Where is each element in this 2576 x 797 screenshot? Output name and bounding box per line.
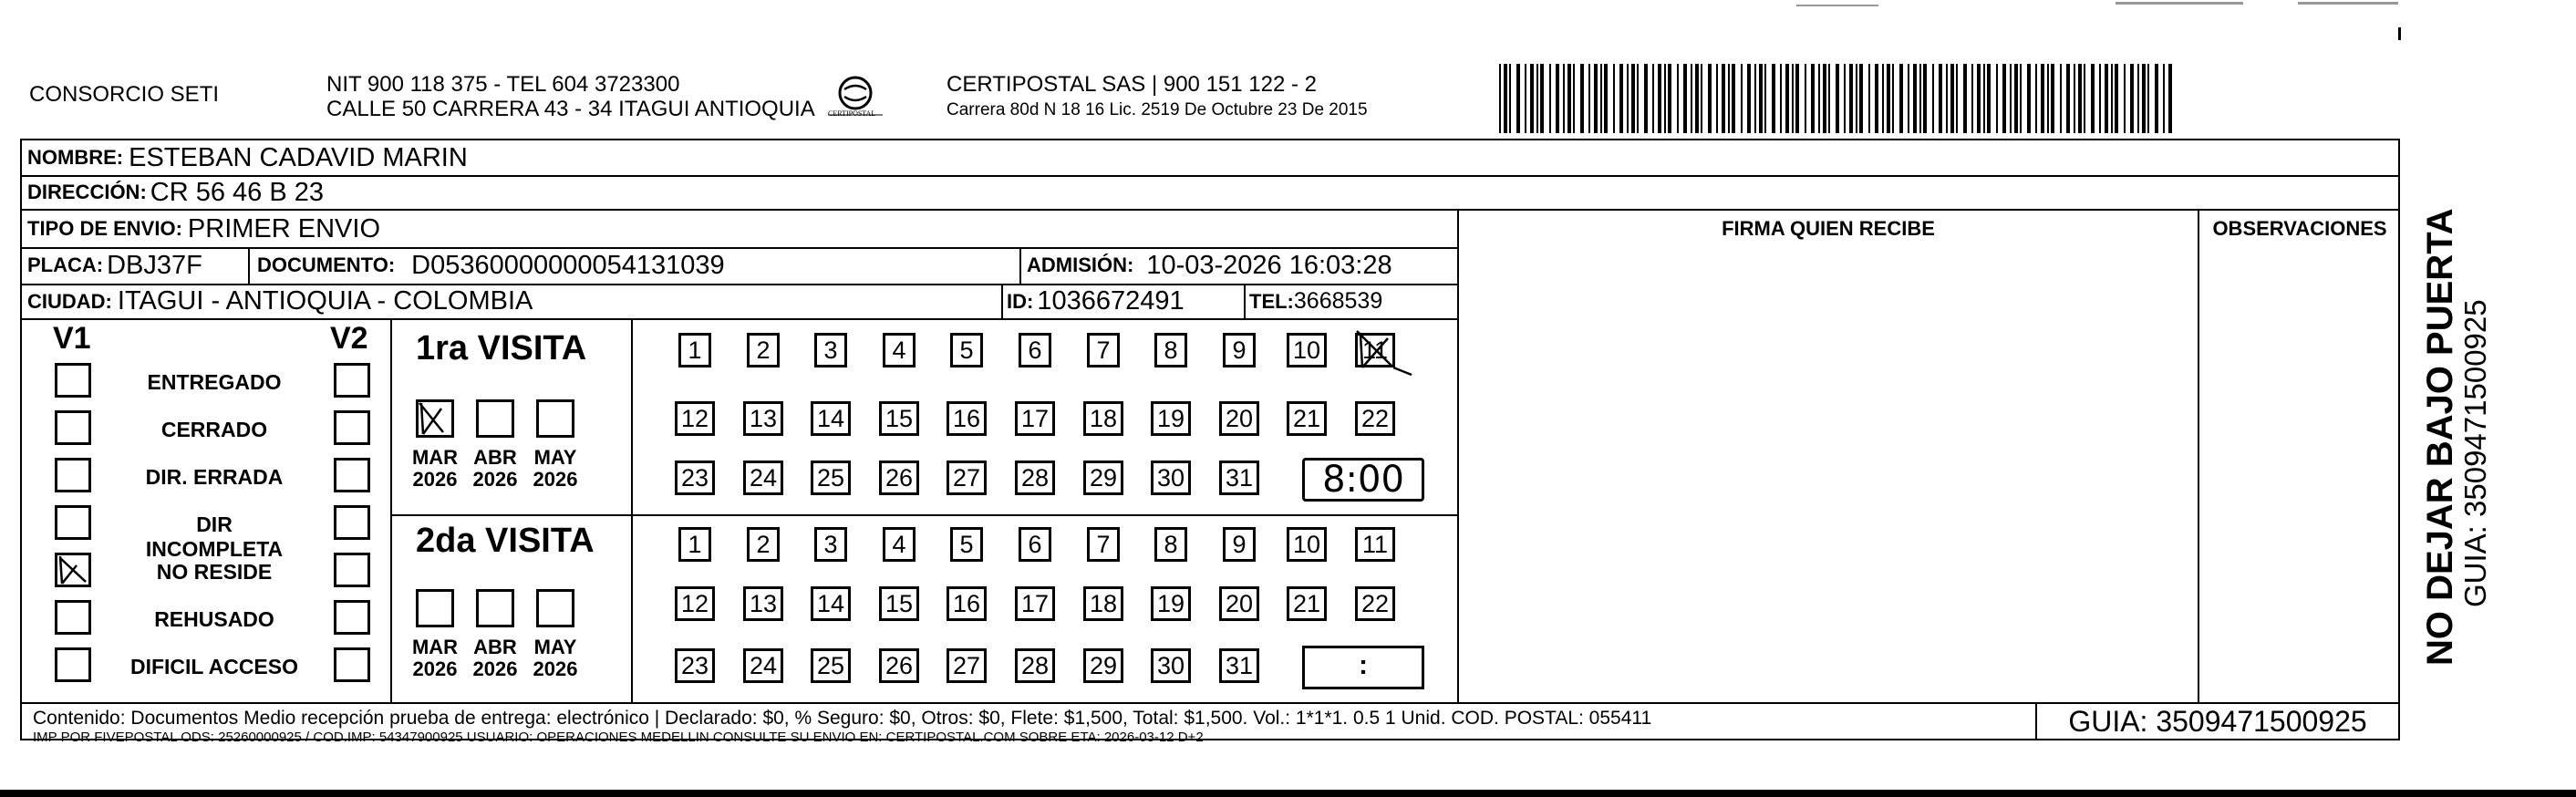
barcode-bar: [1627, 64, 1629, 133]
barcode-bar: [2078, 64, 2082, 133]
day-box[interactable]: 21: [1287, 401, 1327, 436]
barcode-bar: [2099, 64, 2101, 133]
v1-label: V1: [53, 321, 91, 356]
barcode-bar: [1499, 64, 1501, 133]
day-box[interactable]: 18: [1083, 586, 1123, 621]
col-divider: [248, 247, 250, 284]
barcode-bar: [1811, 64, 1815, 133]
barcode-bar: [1983, 64, 1985, 133]
month-label: [528, 447, 583, 491]
barcode: [1495, 64, 2179, 135]
license-line: Carrera 80d N 18 16 Lic. 2519 De Octubre 23 De 2015: [947, 100, 1368, 119]
barcode-bar: [1530, 64, 1534, 133]
day-box[interactable]: 6: [1019, 527, 1051, 562]
month-checkbox-mar[interactable]: [416, 399, 454, 438]
barcode-bar: [1923, 64, 1927, 133]
month-label: [468, 637, 522, 680]
ciudad-value: ITAGUI - ANTIOQUIA - COLOMBIA: [117, 286, 533, 316]
month-name: MAR: [411, 446, 459, 469]
month-year: 2026: [472, 468, 518, 491]
status-label: REHUSADO: [154, 607, 274, 631]
barcode-bar: [1792, 64, 1794, 133]
no-dejar-bajo-puerta: NO DEJAR BAJO PUERTA: [2420, 208, 2460, 666]
barcode-bar: [1631, 64, 1635, 133]
tel-label: TEL:: [1249, 289, 1294, 313]
day-box[interactable]: 3: [814, 527, 847, 562]
v1-checkbox[interactable]: [55, 410, 91, 445]
id-row: [1007, 285, 1185, 318]
barcode-bar: [1580, 64, 1584, 133]
col-divider: [1457, 209, 1459, 702]
documento-value: D05360000000054131039: [411, 250, 725, 280]
day-box[interactable]: 11: [1355, 527, 1395, 562]
v2-checkbox[interactable]: [334, 410, 370, 445]
ciudad-row: [27, 285, 533, 318]
col-divider: [2198, 209, 2199, 702]
day-box[interactable]: 18: [1083, 401, 1123, 436]
visit2-time-box[interactable]: [1302, 646, 1424, 689]
day-box[interactable]: 7: [1087, 527, 1120, 562]
barcode-bar: [1613, 64, 1615, 133]
day-box[interactable]: 30: [1151, 648, 1191, 683]
barcode-bar: [1795, 64, 1799, 133]
barcode-bar: [1722, 64, 1725, 133]
admision-row: [1027, 248, 1392, 283]
day-box[interactable]: 24: [743, 461, 783, 495]
barcode-bar: [1652, 64, 1654, 133]
day-box[interactable]: 30: [1151, 461, 1191, 495]
day-box[interactable]: 29: [1083, 461, 1123, 495]
row-divider: [20, 175, 2400, 177]
barcode-bar: [1747, 64, 1751, 133]
month-checkbox-abr[interactable]: [476, 399, 514, 438]
barcode-bar: [1754, 64, 1756, 133]
barcode-bar: [1950, 64, 1954, 133]
imp-line: IMP POR FIVEPOSTAL ODS: 25260000925 / COD.IMP: 54347900925 USUARIO: OPERACIONES MEDELLIN CONSULTE SU ENVIO EN: CERTIPOSTAL.COM SOBRE ETA: 2026-03-12 D+2: [33, 730, 1204, 745]
day-box[interactable]: 21: [1287, 586, 1327, 621]
barcode-bar: [1619, 64, 1623, 133]
month-name: ABR: [473, 446, 517, 469]
barcode-bar: [1939, 64, 1942, 133]
tipo-value: PRIMER ENVIO: [187, 213, 381, 243]
day-box[interactable]: 10: [1287, 333, 1327, 367]
tel-row: [1249, 285, 1382, 318]
barcode-bar: [1668, 64, 1671, 133]
day-box[interactable]: 23: [675, 648, 715, 683]
day-box[interactable]: 5: [950, 527, 983, 562]
day-box[interactable]: 11: [1355, 333, 1395, 367]
day-box[interactable]: 26: [879, 461, 919, 495]
day-box[interactable]: 16: [947, 401, 987, 436]
scan-mark: [1796, 5, 1878, 6]
barcode-bar: [1540, 64, 1544, 133]
month-label: [408, 447, 462, 491]
col-divider: [631, 318, 633, 702]
day-box[interactable]: 2: [747, 527, 780, 562]
day-check-mark: [1351, 327, 1415, 387]
barcode-bar: [1637, 64, 1639, 133]
documento-label: DOCUMENTO:: [257, 254, 396, 276]
v2-checkbox[interactable]: [334, 363, 370, 398]
barcode-bar: [1658, 64, 1661, 133]
v2-checkbox[interactable]: [334, 505, 370, 540]
barcode-bar: [1844, 64, 1846, 133]
barcode-bar: [1963, 64, 1967, 133]
barcode-bar: [1828, 64, 1830, 133]
barcode-bar: [2155, 64, 2158, 133]
day-box[interactable]: 28: [1015, 461, 1055, 495]
placa-value: DBJ37F: [107, 250, 202, 280]
barcode-bar: [1971, 64, 1973, 133]
direccion-label: DIRECCIÓN:: [27, 181, 147, 203]
barcode-bar: [2035, 64, 2037, 133]
v2-checkbox[interactable]: [334, 647, 370, 682]
observaciones-label: [2199, 212, 2400, 245]
v2-checkbox[interactable]: [334, 458, 370, 492]
nombre-label: NOMBRE:: [27, 146, 124, 169]
admision-label: ADMISIÓN:: [1027, 254, 1134, 276]
day-box[interactable]: 15: [879, 586, 919, 621]
direccion-value: CR 56 46 B 23: [150, 177, 325, 207]
contenido-label: Contenido:: [33, 708, 126, 729]
day-box[interactable]: 6: [1019, 333, 1051, 367]
barcode-bar: [1509, 64, 1511, 133]
side-guia: GUIA: 3509471500925: [2458, 299, 2492, 607]
barcode-bar: [1536, 64, 1538, 133]
status-label: ENTREGADO: [147, 370, 282, 394]
day-box[interactable]: 3: [814, 333, 847, 367]
id-value: 1036672491: [1037, 286, 1185, 316]
day-box[interactable]: 25: [811, 461, 851, 495]
scan-mark: [2398, 27, 2401, 40]
day-box[interactable]: 20: [1219, 586, 1259, 621]
day-box[interactable]: 4: [883, 333, 916, 367]
placa-label: PLACA:: [27, 254, 104, 276]
barcode-bar: [1567, 64, 1571, 133]
month-label: [408, 637, 462, 680]
scan-edge: [0, 790, 2576, 797]
barcode-bar: [1759, 64, 1763, 133]
barcode-bar: [1996, 64, 1998, 133]
barcode-bar: [1549, 64, 1551, 133]
direccion-row: [27, 176, 324, 209]
barcode-bar: [1691, 64, 1692, 133]
month-checkbox-mar[interactable]: [416, 589, 454, 627]
barcode-bar: [2084, 64, 2085, 133]
barcode-bar: [2091, 64, 2095, 133]
barcode-bar: [1708, 64, 1712, 133]
day-box[interactable]: 17: [1015, 586, 1055, 621]
col-divider: [1019, 247, 1021, 284]
barcode-bar: [1772, 64, 1775, 133]
day-box[interactable]: 8: [1154, 333, 1187, 367]
day-box[interactable]: 19: [1151, 586, 1191, 621]
barcode-bar: [1664, 64, 1666, 133]
barcode-bar: [1836, 64, 1839, 133]
barcode-bar: [2066, 64, 2070, 133]
month-name: MAY: [533, 636, 577, 658]
day-box[interactable]: 31: [1219, 461, 1259, 495]
barcode-bar: [1875, 64, 1878, 133]
barcode-bar: [1987, 64, 1991, 133]
day-box[interactable]: 14: [811, 401, 851, 436]
barcode-bar: [1977, 64, 1981, 133]
day-box[interactable]: 13: [743, 586, 783, 621]
logo-text: CERTIPOSTAL: [828, 109, 876, 118]
month-checkbox-may[interactable]: [536, 589, 574, 627]
firma-label: [1459, 212, 2198, 245]
barcode-bar: [1701, 64, 1702, 133]
month-year: 2026: [412, 657, 458, 680]
ciudad-label: CIUDAD:: [27, 289, 112, 313]
barcode-bar: [1573, 64, 1575, 133]
v2-checkbox[interactable]: [334, 553, 370, 587]
day-box[interactable]: 9: [1223, 333, 1256, 367]
barcode-bar: [2163, 64, 2165, 133]
barcode-bar: [1780, 64, 1782, 133]
nombre-row: [27, 140, 468, 175]
barcode-bar: [2111, 64, 2113, 133]
tipo-label: TIPO DE ENVIO:: [27, 217, 182, 240]
barcode-bar: [1956, 64, 1958, 133]
col-divider: [1244, 284, 1246, 318]
day-box[interactable]: 17: [1015, 401, 1055, 436]
barcode-bar: [1644, 64, 1648, 133]
day-box[interactable]: 19: [1151, 401, 1191, 436]
visit1-time-box[interactable]: [1302, 458, 1424, 502]
barcode-bar: [1946, 64, 1948, 133]
barcode-bar: [1741, 64, 1743, 133]
barcode-bar: [1887, 64, 1890, 133]
barcode-bar: [2020, 64, 2022, 133]
barcode-bar: [2130, 64, 2134, 133]
v1-checkbox[interactable]: [55, 458, 91, 492]
barcode-bar: [2051, 64, 2054, 133]
day-box[interactable]: 10: [1287, 527, 1327, 562]
month-name: MAR: [411, 636, 459, 658]
nombre-value: ESTEBAN CADAVID MARIN: [129, 142, 468, 172]
barcode-bar: [2115, 64, 2118, 133]
barcode-bar: [1556, 64, 1559, 133]
status-label: CERRADO: [160, 418, 268, 441]
status-label: NO RESIDE: [156, 560, 273, 584]
barcode-bar: [2074, 64, 2075, 133]
scan-mark: [2298, 2, 2398, 5]
barcode-bar: [1899, 64, 1903, 133]
barcode-bar: [1913, 64, 1917, 133]
v2-checkbox[interactable]: [334, 600, 370, 635]
barcode-bar: [2137, 64, 2139, 133]
certipostal-logo: [824, 75, 886, 126]
day-box[interactable]: 15: [879, 401, 919, 436]
col-divider: [1001, 284, 1003, 318]
day-box[interactable]: 12: [675, 401, 715, 436]
day-box[interactable]: 23: [675, 461, 715, 495]
visit1-time: 8:00: [1322, 459, 1404, 501]
address-line: CALLE 50 CARRERA 43 - 34 ITAGUI ANTIOQUIA: [326, 97, 815, 121]
v1-checkbox[interactable]: [55, 647, 91, 682]
month-name: ABR: [473, 636, 517, 658]
v1-checkbox[interactable]: [55, 505, 91, 540]
day-box[interactable]: 26: [879, 648, 919, 683]
visit2-time: :: [1359, 650, 1368, 680]
month-year: 2026: [533, 657, 578, 680]
v1-checkbox[interactable]: [55, 553, 91, 587]
barcode-bar: [1677, 64, 1679, 133]
observaciones-label-text: OBSERVACIONES: [2212, 217, 2387, 240]
day-box[interactable]: 27: [947, 648, 987, 683]
month-checkbox-may[interactable]: [536, 399, 574, 438]
month-name: MAY: [533, 446, 577, 469]
day-box[interactable]: 29: [1083, 648, 1123, 683]
v1-checkbox[interactable]: [55, 363, 91, 398]
day-box[interactable]: 27: [947, 461, 987, 495]
day-box[interactable]: 13: [743, 401, 783, 436]
barcode-bar: [2010, 64, 2012, 133]
barcode-bar: [1525, 64, 1526, 133]
contenido-text: Documentos Medio recepción prueba de entrega: electrónico | Declarado: $0, % Seguro: $0, Otros: $0, Flete: $1,500, Total: $1,500. Vol.: 1*1*1. 0.5 1 Unid. COD. POSTAL: 055411: [130, 708, 1652, 729]
barcode-bar: [1823, 64, 1826, 133]
day-box[interactable]: 4: [883, 527, 916, 562]
visit-divider: [390, 514, 1457, 516]
barcode-bar: [2105, 64, 2108, 133]
month-label: [528, 637, 583, 680]
v1-checkbox[interactable]: [55, 600, 91, 635]
barcode-bar: [2124, 64, 2126, 133]
day-box[interactable]: 22: [1355, 586, 1395, 621]
day-box[interactable]: 20: [1219, 401, 1259, 436]
month-checkbox-abr[interactable]: [476, 589, 514, 627]
nit-line: NIT 900 118 375 - TEL 604 3723300: [326, 72, 680, 97]
tel-value: 3668539: [1293, 288, 1383, 314]
barcode-bar: [1882, 64, 1884, 133]
day-box[interactable]: 1: [678, 527, 711, 562]
barcode-bar: [2027, 64, 2031, 133]
barcode-bar: [1695, 64, 1699, 133]
barcode-bar: [1892, 64, 1894, 133]
barcode-bar: [2142, 64, 2146, 133]
barcode-bar: [1805, 64, 1806, 133]
firma-label-text: FIRMA QUIEN RECIBE: [1722, 217, 1935, 240]
status-label: DIR INCOMPLETA: [145, 512, 284, 561]
barcode-bar: [1732, 64, 1735, 133]
month-year: 2026: [472, 657, 518, 680]
barcode-bar: [1859, 64, 1863, 133]
barcode-bar: [1764, 64, 1766, 133]
barcode-bar: [1728, 64, 1730, 133]
day-box[interactable]: 2: [747, 333, 780, 367]
day-box[interactable]: 16: [947, 586, 987, 621]
row-divider: [20, 318, 1459, 320]
placa-row: [27, 248, 202, 283]
barcode-bar: [1856, 64, 1857, 133]
day-box[interactable]: 22: [1355, 401, 1395, 436]
barcode-bar: [1932, 64, 1934, 133]
barcode-bar: [2014, 64, 2018, 133]
col-divider: [390, 318, 392, 702]
scan-mark: [2116, 2, 2243, 5]
day-box[interactable]: 31: [1219, 648, 1259, 683]
barcode-bar: [2168, 64, 2172, 133]
day-box[interactable]: 9: [1223, 527, 1256, 562]
id-label: ID:: [1007, 289, 1034, 313]
barcode-bar: [1818, 64, 1820, 133]
month-year: 2026: [412, 468, 458, 491]
certipostal-line: CERTIPOSTAL SAS | 900 151 122 - 2: [947, 72, 1317, 97]
barcode-bar: [1588, 64, 1590, 133]
day-box[interactable]: 8: [1154, 527, 1187, 562]
barcode-bar: [1516, 64, 1520, 133]
day-box[interactable]: 28: [1015, 648, 1055, 683]
month-label: [468, 447, 522, 491]
month-year: 2026: [533, 468, 578, 491]
barcode-bar: [1908, 64, 1909, 133]
barcode-bar: [1504, 64, 1507, 133]
tipo-row: [27, 211, 380, 247]
visit2-title: 2da VISITA: [416, 522, 595, 560]
visit1-title: 1ra VISITA: [416, 329, 587, 367]
barcode-bar: [1919, 64, 1921, 133]
admision-value: 10-03-2026 16:03:28: [1146, 250, 1392, 280]
barcode-bar: [2060, 64, 2062, 133]
barcode-bar: [1563, 64, 1565, 133]
barcode-bar: [1594, 64, 1598, 133]
barcode-bar: [2047, 64, 2049, 133]
barcode-bar: [1604, 64, 1608, 133]
day-box[interactable]: 12: [675, 586, 715, 621]
barcode-bar: [2041, 64, 2044, 133]
barcode-bar: [1868, 64, 1870, 133]
documento-row: [257, 248, 725, 283]
barcode-bar: [1683, 64, 1687, 133]
day-box[interactable]: 7: [1087, 333, 1120, 367]
day-box[interactable]: 25: [811, 648, 851, 683]
day-box[interactable]: 1: [678, 333, 711, 367]
contenido-line: [33, 708, 1651, 730]
barcode-bar: [1600, 64, 1602, 133]
status-label: DIR. ERRADA: [145, 465, 284, 489]
day-box[interactable]: 14: [811, 586, 851, 621]
barcode-bar: [2147, 64, 2149, 133]
barcode-bar: [1785, 64, 1789, 133]
status-label: DIFICIL ACCESO: [129, 655, 298, 678]
barcode-bar: [1716, 64, 1718, 133]
v2-label: V2: [330, 321, 368, 356]
day-box[interactable]: 5: [950, 333, 983, 367]
barcode-bar: [1849, 64, 1853, 133]
footer-guia: GUIA: 3509471500925: [2068, 705, 2367, 738]
day-box[interactable]: 24: [743, 648, 783, 683]
company-name: CONSORCIO SETI: [29, 82, 220, 107]
barcode-bar: [2002, 64, 2006, 133]
